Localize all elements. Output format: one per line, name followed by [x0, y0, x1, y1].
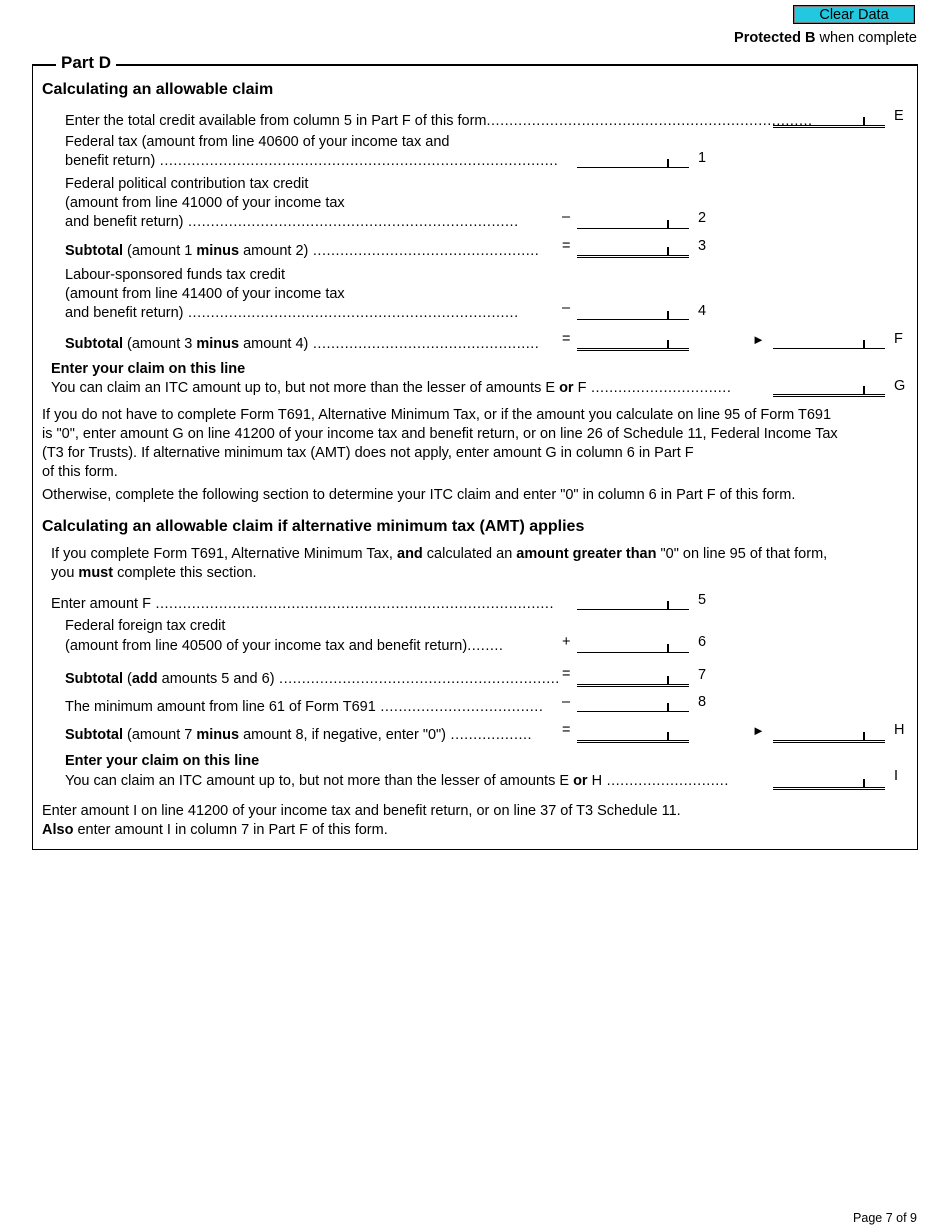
line-i-text-b: H	[587, 773, 603, 789]
line-4-text-c: and benefit return) .........................................................................	[65, 305, 519, 321]
line-e-label: E	[894, 108, 904, 124]
line-2-text-a: Federal political contribution tax credit	[65, 176, 309, 192]
line-6-label: 6	[698, 634, 707, 650]
instruction-para-1a: If you do not have to complete Form T691, Alternative Minimum Tax, or if the amount you calculate on line 95 of Form T691	[42, 407, 832, 423]
amt-intro-c: calculated an	[422, 546, 517, 562]
amt-intro-a: If you complete Form T691, Alternative Minimum Tax,	[51, 546, 397, 562]
amount-1-field[interactable]	[577, 155, 689, 168]
line-8-label: 8	[698, 694, 707, 710]
amount-8-field[interactable]	[577, 699, 689, 712]
line-g-label: G	[894, 378, 906, 394]
line-g-text: You can claim an ITC amount up to, but not more than the lesser of amounts E or F ...............................	[51, 380, 732, 396]
line-6-operator: +	[562, 634, 571, 650]
line-4-label: 4	[698, 303, 707, 319]
line-f-label: F	[894, 331, 903, 347]
line-g-text-a: You can claim an ITC amount up to, but not more than the lesser of amounts E	[51, 380, 560, 396]
line-f-operator: =	[562, 331, 571, 347]
protected-b-notice	[734, 30, 917, 46]
amt-intro-f: you	[51, 565, 79, 581]
line-8-text: The minimum amount from line 61 of Form T691 ....................................	[65, 699, 544, 715]
line-3-text-b: amount 2)	[239, 243, 309, 259]
protected-b-label: Protected B	[734, 30, 816, 46]
line-2-label: 2	[698, 210, 707, 226]
line-7-label: 7	[698, 667, 707, 683]
line-7-operator: =	[562, 666, 571, 682]
final-instruction-b-rest: enter amount I in column 7 in Part F of this form.	[73, 822, 388, 838]
line-1-label: 1	[698, 150, 707, 166]
line-3-bold: Subtotal	[65, 243, 123, 259]
instruction-para-1d: of this form.	[42, 464, 118, 480]
line-i-heading: Enter your claim on this line	[65, 753, 260, 769]
line-h-text-a: (amount 7	[123, 727, 197, 743]
amount-6-field[interactable]	[577, 640, 689, 653]
line-5-description: Enter amount F	[51, 596, 151, 612]
line-3-bold2: minus	[196, 243, 240, 259]
line-g-heading: Enter your claim on this line	[51, 361, 246, 377]
line-h-operator: =	[562, 722, 571, 738]
amount-4-field[interactable]	[577, 307, 689, 320]
amount-7-field[interactable]	[577, 672, 689, 687]
line-h-label: H	[894, 722, 905, 738]
line-3-text: Subtotal (amount 1 minus amount 2) ..................................................	[65, 243, 540, 259]
line-f-bold: Subtotal	[65, 336, 123, 352]
line-i-text: You can claim an ITC amount up to, but not more than the lesser of amounts E or H ...........................	[65, 773, 729, 789]
line-2-description: and benefit return)	[65, 214, 184, 230]
part-d-title: Part D	[56, 53, 116, 73]
amount-2-field[interactable]	[577, 216, 689, 229]
line-1-text-b: benefit return) ........................................................................................	[65, 153, 559, 169]
line-8-description: The minimum amount from line 61 of Form T691	[65, 699, 376, 715]
amt-intro-line-1	[51, 546, 827, 562]
amt-intro-d: amount greater than	[516, 546, 657, 562]
subtotal-8-field[interactable]	[577, 728, 689, 743]
line-h-bold2: minus	[196, 727, 240, 743]
final-instruction-b-bold: Also	[42, 822, 74, 838]
line-f-text: Subtotal (amount 3 minus amount 4) ..................................................	[65, 336, 540, 352]
line-6-text-b: (amount from line 40500 of your income tax and benefit return)........	[65, 638, 504, 654]
line-f-bold2: minus	[196, 336, 240, 352]
amount-5-field[interactable]	[577, 597, 689, 610]
amt-intro-h: complete this section.	[113, 565, 257, 581]
line-8-operator: –	[562, 694, 571, 710]
line-4-description: and benefit return)	[65, 305, 184, 321]
amt-intro-g: must	[78, 565, 114, 581]
line-4-text-a: Labour-sponsored funds tax credit	[65, 267, 286, 283]
line-7-bold2: add	[131, 671, 158, 687]
instruction-para-1b: is "0", enter amount G on line 41200 of your income tax and benefit return, or on line 26 of Schedule 11, Federal Income Tax	[42, 426, 838, 442]
line-2-operator: –	[562, 209, 571, 225]
line-i-label: I	[894, 768, 899, 784]
line-4-operator: –	[562, 300, 571, 316]
line-1-description: benefit return)	[65, 153, 156, 169]
line-2-text-c: and benefit return) .........................................................................	[65, 214, 519, 230]
line-g-bold: or	[559, 380, 574, 396]
amt-intro-line-2	[51, 565, 257, 581]
line-f-text-b: amount 4)	[239, 336, 309, 352]
section-allowable-claim-title: Calculating an allowable claim	[42, 81, 274, 98]
line-7-text: Subtotal (add amounts 5 and 6) ..............................................................	[65, 671, 560, 687]
amt-intro-e: "0" on line 95 of that form,	[656, 546, 828, 562]
line-6-description: (amount from line 40500 of your income tax and benefit return)	[65, 638, 468, 654]
instruction-para-1c: (T3 for Trusts). If alternative minimum tax (AMT) does not apply, enter amount G in column 6 in Part F	[42, 445, 694, 461]
line-e-description: Enter the total credit available from column 5 in Part F of this form	[65, 113, 487, 129]
line-5-text: Enter amount F ........................................................................................	[51, 596, 554, 612]
line-h-text: Subtotal (amount 7 minus amount 8, if negative, enter "0") ..................	[65, 727, 533, 743]
line-1-text-a: Federal tax (amount from line 40600 of your income tax and	[65, 134, 450, 150]
amt-intro-b: and	[397, 546, 423, 562]
final-instruction-a: Enter amount I on line 41200 of your income tax and benefit return, or on line 37 of T3 Schedule 11.	[42, 803, 681, 819]
instruction-para-2: Otherwise, complete the following section to determine your ITC claim and enter "0" in column 6 in Part F of this form.	[42, 487, 796, 503]
line-i-text-a: You can claim an ITC amount up to, but not more than the lesser of amounts E	[65, 773, 574, 789]
amount-g-field[interactable]	[773, 382, 885, 397]
line-7-bold: Subtotal	[65, 671, 123, 687]
line-i-bold: or	[573, 773, 588, 789]
subtotal-4-field[interactable]	[577, 336, 689, 351]
line-g-text-b: F	[573, 380, 587, 396]
line-4-text-b: (amount from line 41400 of your income tax	[65, 286, 345, 302]
arrow-right-icon: ►	[752, 723, 765, 738]
protected-b-suffix: when complete	[815, 30, 917, 46]
line-h-bold: Subtotal	[65, 727, 123, 743]
final-instruction-b	[42, 822, 388, 838]
line-h-text-b: amount 8, if negative, enter "0")	[239, 727, 447, 743]
line-5-label: 5	[698, 592, 707, 608]
line-7-text-b: amounts 5 and 6)	[157, 671, 275, 687]
section-amt-title: Calculating an allowable claim if alternative minimum tax (AMT) applies	[42, 518, 585, 535]
amount-f-field[interactable]	[773, 336, 885, 349]
line-7-text-a: (	[123, 671, 132, 687]
amount-3-field[interactable]	[577, 243, 689, 258]
amount-h-field[interactable]	[773, 728, 885, 743]
amount-i-field[interactable]	[773, 775, 885, 790]
line-2-text-b: (amount from line 41000 of your income tax	[65, 195, 345, 211]
line-e-text: Enter the total credit available from column 5 in Part F of this form........................................................................	[65, 113, 813, 129]
amount-e-field[interactable]	[773, 113, 885, 128]
line-6-text-a: Federal foreign tax credit	[65, 618, 226, 634]
arrow-right-icon: ►	[752, 332, 765, 347]
line-f-text-a: (amount 3	[123, 336, 197, 352]
line-3-label: 3	[698, 238, 707, 254]
page-number: Page 7 of 9	[853, 1211, 917, 1225]
line-3-operator: =	[562, 238, 571, 254]
line-3-text-a: (amount 1	[123, 243, 197, 259]
clear-data-button[interactable]: Clear Data	[793, 5, 915, 24]
